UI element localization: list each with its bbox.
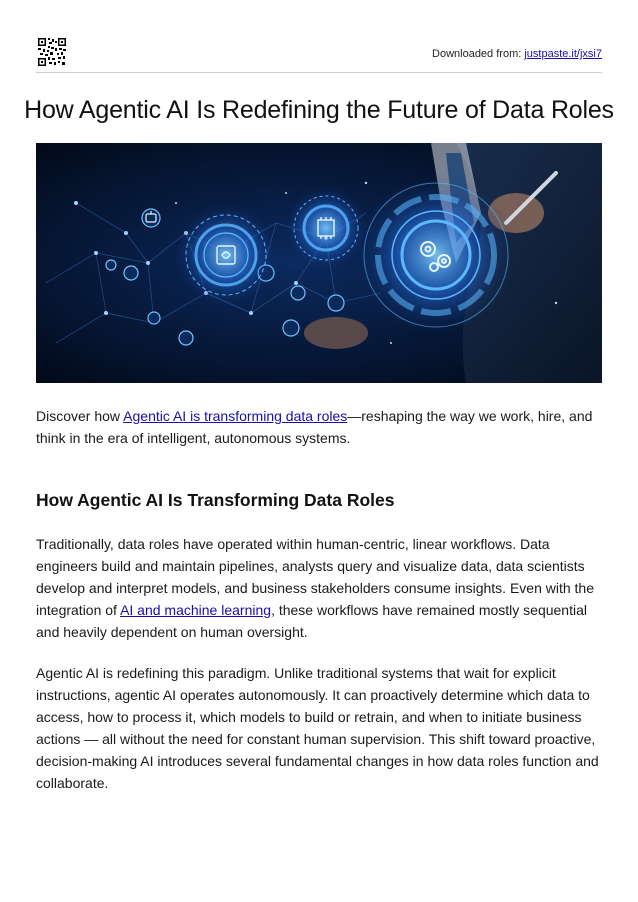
downloaded-from-note	[432, 48, 602, 60]
intro-suffix: —reshaping the way we work, hire, and think in the era of intelligent, autonomous systems.	[36, 408, 593, 446]
page-title: How Agentic AI Is Redefining the Future of Data Roles	[24, 96, 614, 124]
qr-code-icon	[38, 38, 66, 66]
page-header	[36, 36, 602, 72]
downloaded-label: Downloaded from:	[432, 48, 525, 60]
intro-prefix: Discover how	[36, 408, 124, 424]
hero-image	[36, 143, 602, 383]
section-heading: How Agentic AI Is Transforming Data Roles	[36, 490, 395, 510]
ai-ml-link[interactable]: AI and machine learning	[120, 602, 272, 618]
paragraph-agentic-paradigm: Agentic AI is redefining this paradigm. Unlike traditional systems that wait for explicit instructions, agentic AI operates autonomously. It can proactively determine which data to access, how to process it, which models to build or retrain, and when to initiate business actions — all without the need for constant human supervision. This shift toward proactive, decision-making AI introduces several fundamental changes in how data roles function and collaborate.	[36, 665, 599, 791]
paragraph-traditional-roles	[36, 533, 602, 643]
intro-paragraph	[36, 405, 602, 449]
paragraph1-prefix: Traditionally, data roles have operated within human-centric, linear workflows. Data engineers build and maintain pipelines, analysts query and visualize data, data scientists develop and interpret models, and business stakeholders consume insights. Even with the integration of	[36, 536, 594, 618]
agentic-ai-link[interactable]: Agentic AI is transforming data roles	[123, 408, 348, 424]
header-divider	[36, 72, 602, 73]
source-link[interactable]: justpaste.it/jxsi7	[524, 48, 602, 60]
paragraph1-suffix: , these workflows have remained mostly sequential and heavily dependent on human oversight.	[36, 602, 587, 640]
